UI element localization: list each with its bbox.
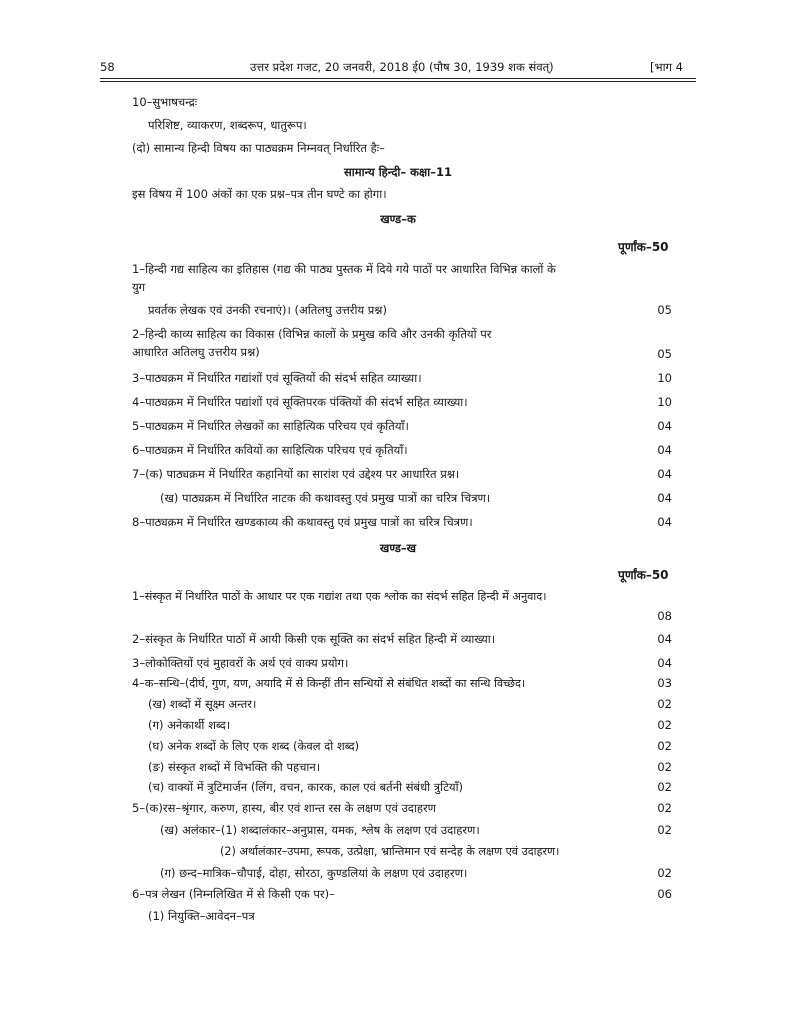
b-item2: 2–संस्कृत के निर्धारित पाठों में आयी किसी एक सूक्ति का संदर्भ सहित हिन्दी में व्याख्या। [132,632,496,646]
a-item5-marks: 04 [657,419,672,433]
b-item2-marks: 04 [657,632,672,646]
b-item3-marks: 04 [657,656,672,670]
section-b-title: खण्ड–ख [379,541,417,555]
b-item5b-marks: 02 [657,823,672,837]
subject-title: सामान्य हिन्दी– कक्षा–11 [344,165,452,179]
b-item5b2: (2) अर्थालंकार–उपमा, रूपक, उत्प्रेक्षा, भ्रान्तिमान एवं सन्देह के लक्षण एवं उदाहरण। [220,845,560,858]
part-label: [भाग 4 [650,60,683,74]
b-item4c-marks: 02 [657,718,672,732]
b-item4f-marks: 02 [657,780,672,794]
header-rule-top [100,78,696,79]
b-item4f: (च) वाक्यों में त्रुटिमार्जन (लिंग, वचन, कारक, काल एवं बर्तनी संबंधी त्रुटियाँ) [148,780,464,794]
b-item4e-marks: 02 [657,760,672,774]
a-item7b-marks: 04 [657,491,672,505]
gazette-title: उत्तर प्रदेश गजट, 20 जनवरी, 2018 ई0 (पौष 30, 1939 शक संवत्) [250,60,554,74]
b-item5b: (ख) अलंकार–(1) शब्दालंकार–अनुप्रास, यमक, श्लेष के लक्षण एवं उदाहरण। [160,823,480,837]
b-item4d-marks: 02 [657,739,672,753]
a-item7a: 7–(क) पाठ्यक्रम में निर्धारित कहानियों का सारांश एवं उद्देश्य पर आधारित प्रश्न। [132,467,460,481]
header-rule-bottom [100,81,696,82]
b-item5a: 5–(क)रस–श्रृंगार, करुण, हास्य, बीर एवं शान्त रस के लक्षण एवं उदाहरण [132,801,436,815]
b-item1: 1–संस्कृत में निर्धारित पाठों के आधार पर एक गद्यांश तथा एक श्लोक का संदर्भ सहित हिन्दी में अनुवाद। [132,590,547,603]
a-item7a-marks: 04 [657,467,672,481]
section-a-title: खण्ड–क [380,212,416,226]
a-item1-marks: 05 [657,303,672,317]
b-item6-1: (1) नियुक्ति–आवेदन–पत्र [148,909,255,923]
b-item5a-marks: 02 [657,801,672,815]
a-item4: 4–पाठ्यक्रम में निर्धारित पद्यांशों एवं सूक्तिपरक पंक्तियों की संदर्भ सहित व्याख्या। [132,395,468,409]
b-item4b-marks: 02 [657,697,672,711]
item10-title: 10–सुभाषचन्द्रः [132,95,198,109]
a-item6: 6–पाठ्यक्रम में निर्धारित कवियों का साहित्यिक परिचय एवं कृतियाँ। [132,443,408,457]
a-item5: 5–पाठ्यक्रम में निर्धारित लेखकों का साहित्यिक परिचय एवं कृतियाँ। [132,419,409,433]
a-item6-marks: 04 [657,443,672,457]
a-item8: 8–पाठ्यक्रम में निर्धारित खण्डकाव्य की कथावस्तु एवं प्रमुख पात्रों का चरित्र चित्रण। [132,515,473,529]
section-b-max-marks: पूर्णांक–50 [618,568,669,582]
do-line: (दो) सामान्य हिन्दी विषय का पाठ्यक्रम निम्नवत् निर्धारित हैः– [132,141,385,155]
item10-body: परिशिष्ट, व्याकरण, शब्दरूप, धातुरूप। [148,118,307,132]
b-item5c: (ग) छन्द–मात्रिक–चौपाई, दोहा, सोरठा, कुण्डलियां के लक्षण एवं उदाहरण। [160,866,468,880]
a-item2-marks: 05 [657,347,672,361]
a-item1-line2: युग [132,280,146,294]
b-item4d: (घ) अनेक शब्दों के लिए एक शब्द (केवल दो शब्द) [148,739,360,753]
a-item3-marks: 10 [657,371,672,385]
b-item6: 6–पत्र लेखन (निम्नलिखित में से किसी एक पर)– [132,887,335,901]
b-item4b: (ख) शब्दों में सूक्ष्म अन्तर। [148,697,257,711]
b-item1-marks: 08 [657,609,672,623]
b-item4a-marks: 03 [657,676,672,690]
b-item5c-marks: 02 [657,866,672,880]
a-item4-marks: 10 [657,395,672,409]
section-a-max-marks: पूर्णांक–50 [618,240,669,254]
page-number: 58 [100,60,115,74]
a-item2-line1: 2–हिन्दी काव्य साहित्य का विकास (विभिन्न कालों के प्रमुख कवि और उनकी कृतियों पर [132,327,492,341]
a-item1-line3: प्रवर्तक लेखक एवं उनकी रचनाएं)। (अतिलघु उत्तरीय प्रश्न) [148,303,387,317]
a-item2-line2: आधारित अतिलघु उत्तरीय प्रश्न) [132,345,260,359]
a-item8-marks: 04 [657,515,672,529]
a-item7b: (ख) पाठ्यक्रम में निर्धारित नाटक की कथावस्तु एवं प्रमुख पात्रों का चरित्र चित्रण। [160,491,491,505]
b-item4a: 4–क–सन्धि–(दीर्घ, गुण, यण, अयादि में से किन्हीं तीन सन्धियों से संबंधित शब्दों का सन्धि विच्छेद। [132,677,526,690]
b-item4c: (ग) अनेकार्थी शब्द। [148,718,231,732]
b-item4e: (ङ) संस्कृत शब्दों में विभक्ति की पहचान। [148,760,321,774]
a-item1-line1: 1–हिन्दी गद्य साहित्य का इतिहास (गद्य की पाठ्य पुस्तक में दिये गये पाठों पर आधारित विभिन्न कालों के [132,262,556,276]
exam-line: इस विषय में 100 अंकों का एक प्रश्न–पत्र तीन घण्टे का होगा। [132,187,387,201]
b-item6-marks: 06 [657,887,672,901]
b-item3: 3–लोकोक्तियों एवं मुहावरों के अर्थ एवं वाक्य प्रयोग। [132,656,349,670]
a-item3: 3–पाठ्यक्रम में निर्धारित गद्यांशों एवं सूक्तियों की संदर्भ सहित व्याख्या। [132,371,422,385]
